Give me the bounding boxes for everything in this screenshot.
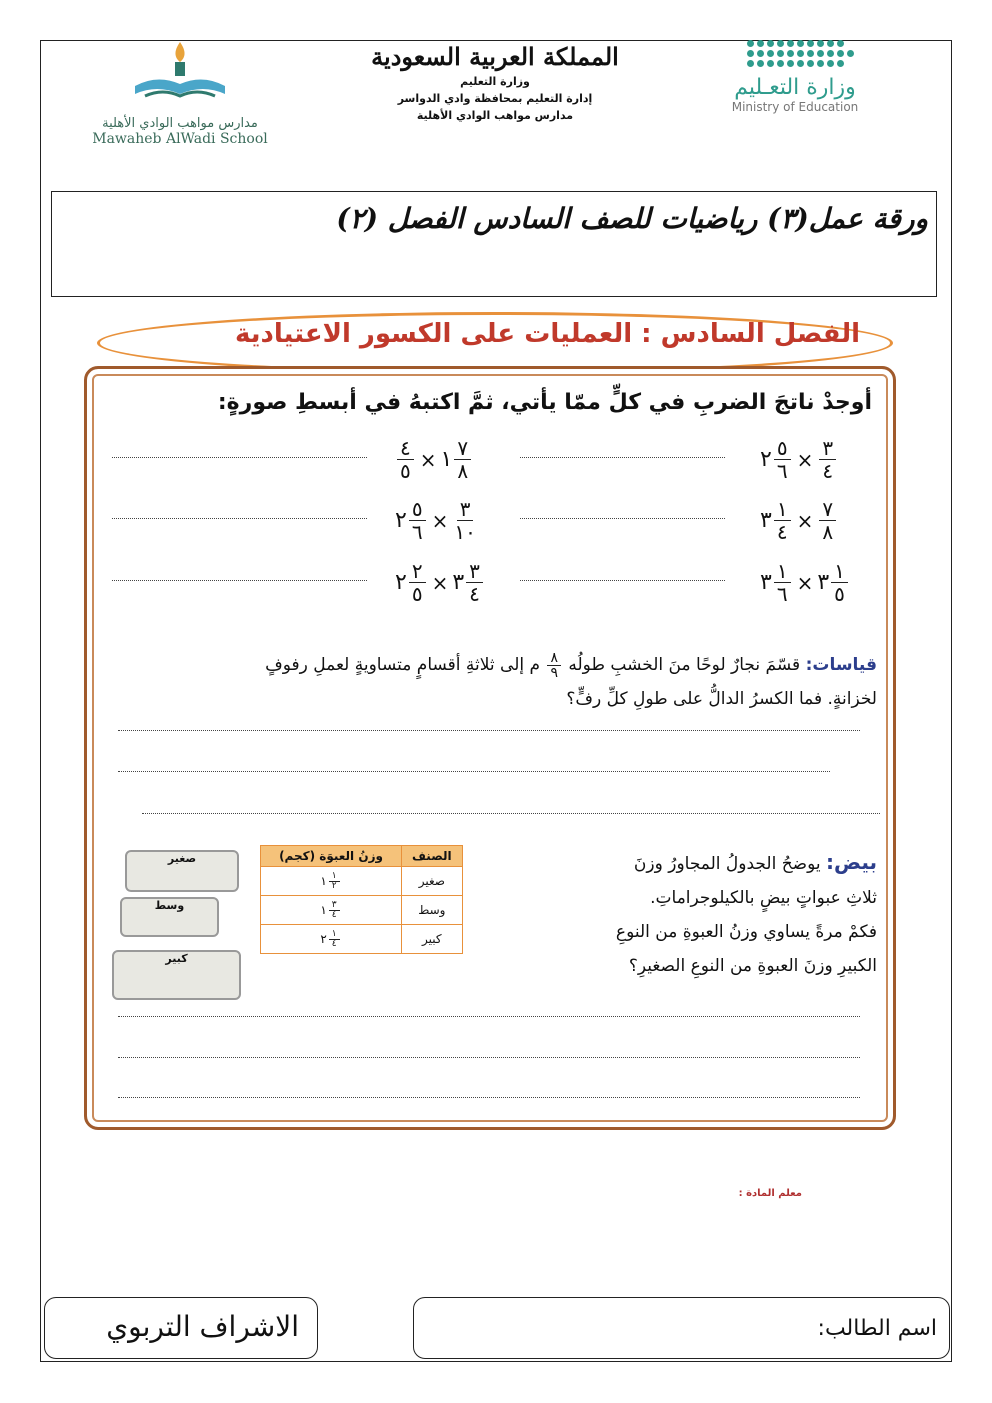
fraction-denominator: ٤ [776,520,788,544]
table-header-weight: وزنُ العبوَة (كجم) [261,846,402,867]
egg-carton-label: كبير [165,952,188,965]
fraction-denominator: ٦ [776,459,788,483]
fraction-numerator: ١ [774,498,791,521]
whole-number: ٢ [395,508,407,533]
school-name-ar: مدارس مواهب الوادي الأهلية [102,116,258,131]
answer-line[interactable] [520,457,725,458]
eggs-label: بيض: [826,850,877,874]
answer-line[interactable] [520,518,725,519]
moe-dot-icon [837,60,844,67]
measurements-fraction [547,651,561,680]
moe-dot-icon [827,50,834,57]
fraction-numerator: ٧ [819,498,836,521]
chapter-title: الفصل السادس : العمليات على الكسور الاعتيادية [234,319,860,349]
fraction [397,437,414,482]
fraction-denominator: ٥ [400,459,411,483]
moe-dot-icon [757,60,764,67]
fraction [454,437,471,482]
fraction-numerator: ١ [774,560,791,583]
whole-number: ٢ [320,932,327,946]
egg-carton-label: صغير [167,852,197,865]
whole-number: ١ [440,447,453,472]
fraction [774,498,791,543]
whole-number: ١ [320,874,327,888]
schools-line: مدارس مواهب الوادي الأهلية [416,109,574,122]
fraction [454,498,475,543]
fraction-denominator: ٨ [457,459,469,483]
answer-line[interactable] [112,457,367,458]
measurements-label: قياسات: [805,655,877,675]
fraction-denominator: ١٠ [454,520,476,544]
answer-line[interactable] [118,771,830,772]
fraction [774,437,791,482]
whole-number: ٢ [760,447,772,472]
moe-name-ar: وزارة التعـليم [734,75,856,100]
fraction-denominator: ٤ [331,909,337,920]
student-name-field[interactable] [413,1297,950,1359]
fraction-denominator: ٩ [550,664,558,681]
answer-line[interactable] [118,1016,860,1017]
measurements-question [117,648,877,716]
whole-number: ٣ [452,570,465,595]
multiplication-expression [395,560,485,605]
multiplication-expression [760,498,838,543]
moe-dot-icon [807,60,814,67]
answer-line[interactable] [112,518,367,519]
answer-line[interactable] [118,1057,860,1058]
multiplication-expression [760,560,850,605]
eggs-question [517,845,877,983]
moe-dot-icon [817,40,824,47]
egg-weight-cell [261,925,402,954]
whole-number: ٣ [760,570,772,595]
moe-dot-icon [787,60,794,67]
ministry-line: وزارة التعليم [460,75,530,88]
moe-dots-icon [720,40,870,67]
answer-line[interactable] [142,813,880,814]
chapter-banner [97,312,893,374]
supervision-box [44,1297,318,1359]
table-header-type: الصنف [402,846,463,867]
times-sign: × [796,447,814,472]
fraction-denominator: ٢ [331,880,337,891]
measurements-text-1a: قسّمَ نجارٌ لوحًا منَ الخشبِ طولُه [568,655,801,675]
measurements-text-2: لخزانةٍ. فما الكسرُ الدالُّ على طولِ كلِّ رفٍّ؟ [566,689,877,709]
moe-dot-icon [747,40,754,47]
fraction-numerator: ٥ [774,437,791,460]
fraction-numerator: ١ [329,930,340,940]
moe-dot-icon [757,50,764,57]
times-sign: × [796,508,814,533]
moe-dot-icon [847,50,854,57]
fraction [409,560,426,605]
moe-dot-icon [777,60,784,67]
egg-weights-table [260,845,463,954]
egg-carton-icon [120,897,219,937]
teacher-label: معلم المادة : [738,1188,802,1199]
fraction [819,498,836,543]
moe-dot-icon [827,40,834,47]
table-row [261,867,463,896]
egg-carton-icon [125,850,239,892]
fraction [774,560,791,605]
moe-dot-icon [837,50,844,57]
egg-carton-icon [112,950,241,1000]
answer-line[interactable] [118,730,860,731]
fraction-denominator: ٤ [822,459,834,483]
moe-dot-icon [777,40,784,47]
times-sign: × [796,570,814,595]
egg-carton-label: وسط [154,899,185,912]
fraction-numerator: ٣ [329,901,340,911]
fraction-denominator: ٦ [776,582,788,606]
eggs-line-4: الكبيرِ وزنَ العبوةِ من النوعِ الصغيرِ؟ [628,956,877,976]
times-sign: × [431,508,449,533]
fraction-denominator: ٥ [834,582,845,606]
fraction-denominator: ٥ [411,582,423,606]
moe-name-en: Ministry of Education [731,100,859,114]
times-sign: × [419,447,437,472]
fraction [409,498,426,543]
fraction-numerator: ٨ [547,651,561,666]
moe-dot-icon [797,40,804,47]
eggs-line-2: ثلاثِ عبواتٍ بيضٍ بالكيلوجراماتِ. [650,888,877,908]
times-sign: × [431,570,449,595]
moe-dot-icon [797,60,804,67]
worksheet-title: ورقة عمل(٣) رياضيات للصف السادس الفصل (٢) [336,202,928,235]
worksheet-title-box [51,191,937,297]
school-logo [85,38,275,158]
table-row [261,896,463,925]
whole-number: ٣ [817,570,830,595]
moe-dot-icon [747,50,754,57]
moe-dot-icon [797,50,804,57]
supervision-label: الاشراف التربوي [106,1310,299,1343]
fraction [819,437,836,482]
fraction [329,901,340,920]
moe-dot-icon [817,60,824,67]
fraction [329,872,340,891]
header-center [360,42,630,122]
table-row [261,925,463,954]
answer-line[interactable] [520,580,725,581]
fraction [329,930,340,949]
whole-number: ١ [320,903,327,917]
fraction-numerator: ٣ [457,498,474,521]
exercise-instruction: أوجدْ ناتجَ الضربِ في كلٍّ ممّا يأتي، ثمَّ اكتبهُ في أبسطِ صورةٍ: [217,390,872,415]
moe-dot-icon [767,40,774,47]
fraction-denominator: ٤ [469,582,480,606]
moe-dot-icon [757,40,764,47]
moe-dot-icon [767,50,774,57]
directorate-line: إدارة التعليم بمحافظة وادي الدواسر [397,92,593,105]
fraction-denominator: ٦ [411,520,423,544]
egg-weight-cell [261,896,402,925]
fraction-numerator: ٣ [819,437,836,460]
moe-dot-icon [787,40,794,47]
fraction-numerator: ١ [831,560,848,583]
fraction-denominator: ٨ [822,520,834,544]
fraction [466,560,483,605]
egg-type-cell: كبير [402,925,463,954]
whole-number: ٢ [395,570,407,595]
book-flame-icon [125,38,235,108]
fraction-numerator: ٧ [454,437,471,460]
multiplication-expression [395,437,473,482]
multiplication-expression [395,498,478,543]
moe-dot-icon [827,60,834,67]
fraction-numerator: ١ [329,872,340,882]
fraction-numerator: ٤ [397,437,414,460]
fraction [831,560,848,605]
moe-dot-icon [817,50,824,57]
kingdom-title: المملكة العربية السعودية [371,42,619,71]
moe-dot-icon [747,60,754,67]
moe-dot-icon [837,40,844,47]
fraction-numerator: ٥ [409,498,426,521]
moe-dot-icon [807,40,814,47]
egg-weight-cell [261,867,402,896]
measurements-text-1b: م إلى ثلاثةِ أقسامٍ متساويةٍ لعملِ رفوفٍ [265,655,541,675]
eggs-line-1: يوضحُ الجدولُ المجاورُ وزنَ [633,854,821,874]
moe-logo [720,40,870,114]
fraction-numerator: ٢ [409,560,426,583]
moe-dot-icon [777,50,784,57]
fraction-numerator: ٣ [466,560,483,583]
eggs-line-3: فكمْ مرةً يساوي وزنُ العبوةِ من النوعِ [615,922,877,942]
moe-dot-icon [767,60,774,67]
answer-line[interactable] [112,580,367,581]
whole-number: ٣ [760,508,772,533]
multiplication-expression [760,437,838,482]
moe-dot-icon [807,50,814,57]
egg-type-cell: صغير [402,867,463,896]
answer-line[interactable] [118,1097,860,1098]
egg-type-cell: وسط [402,896,463,925]
student-name-label: اسم الطالب: [817,1316,937,1341]
school-name-en: Mawaheb AlWadi School [92,131,268,147]
moe-dot-icon [787,50,794,57]
fraction-denominator: ٤ [331,938,337,949]
